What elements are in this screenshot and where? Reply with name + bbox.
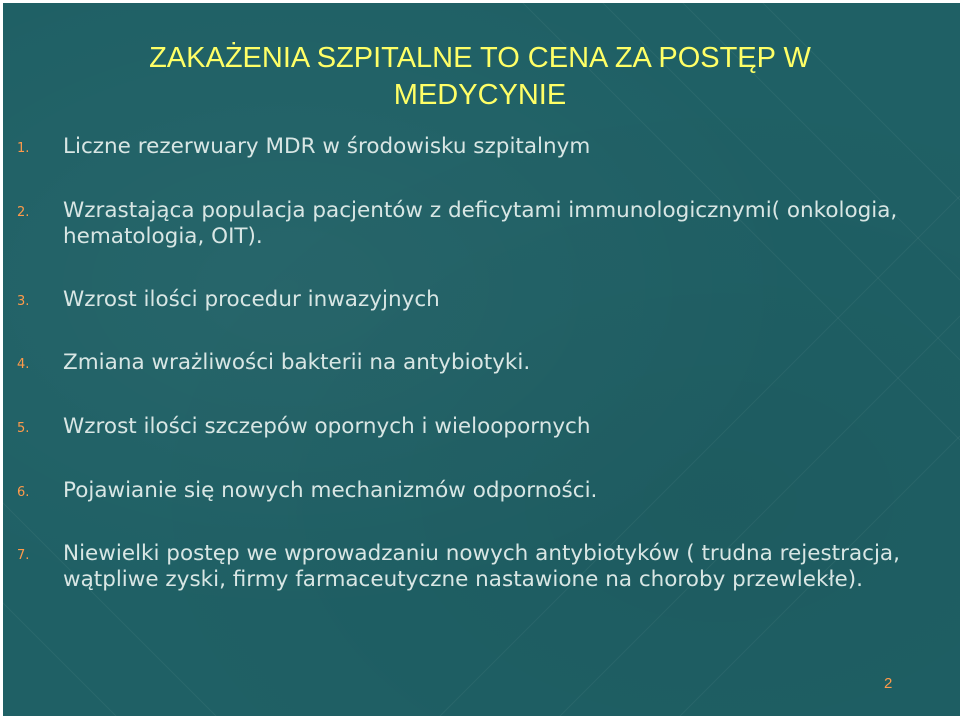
list-item-text: Pojawianie się nowych mechanizmów odporności. [63,478,598,503]
list-item-text: Wzrost ilości procedur inwazyjnych [63,287,440,312]
list-item-text: Wzrastająca populacja pacjentów z deficytami immunologicznymi( onkologia, hematologia, OIT). [63,198,898,249]
slide-frame-top [0,0,960,3]
list-item-number: 4. [17,357,30,372]
list-item-text: Wzrost ilości szczepów opornych i wieloopornych [63,414,591,439]
page-number: 2 [884,675,893,692]
list-item-text: Zmiana wrażliwości bakterii na antybiotyki. [63,350,531,375]
slide-title: ZAKAŻENIA SZPITALNE TO CENA ZA POSTĘP W MEDYCYNIE [149,42,811,111]
list-item-number: 2. [17,205,30,220]
list-item-number: 3. [17,294,30,309]
list-item-number: 1. [17,141,30,156]
list-item-number: 5. [17,421,30,436]
list-item-text: Niewielki postęp we wprowadzaniu nowych antybiotyków ( trudna rejestracja, wątpliwe zyski, firmy farmaceutyczne nastawione na choroby przewlekłe). [63,541,900,592]
list-item-text: Liczne rezerwuary MDR w środowisku szpitalnym [63,134,591,159]
list-item-number: 6. [17,485,30,500]
slide-frame-left [0,0,3,716]
list-item-number: 7. [17,548,30,563]
